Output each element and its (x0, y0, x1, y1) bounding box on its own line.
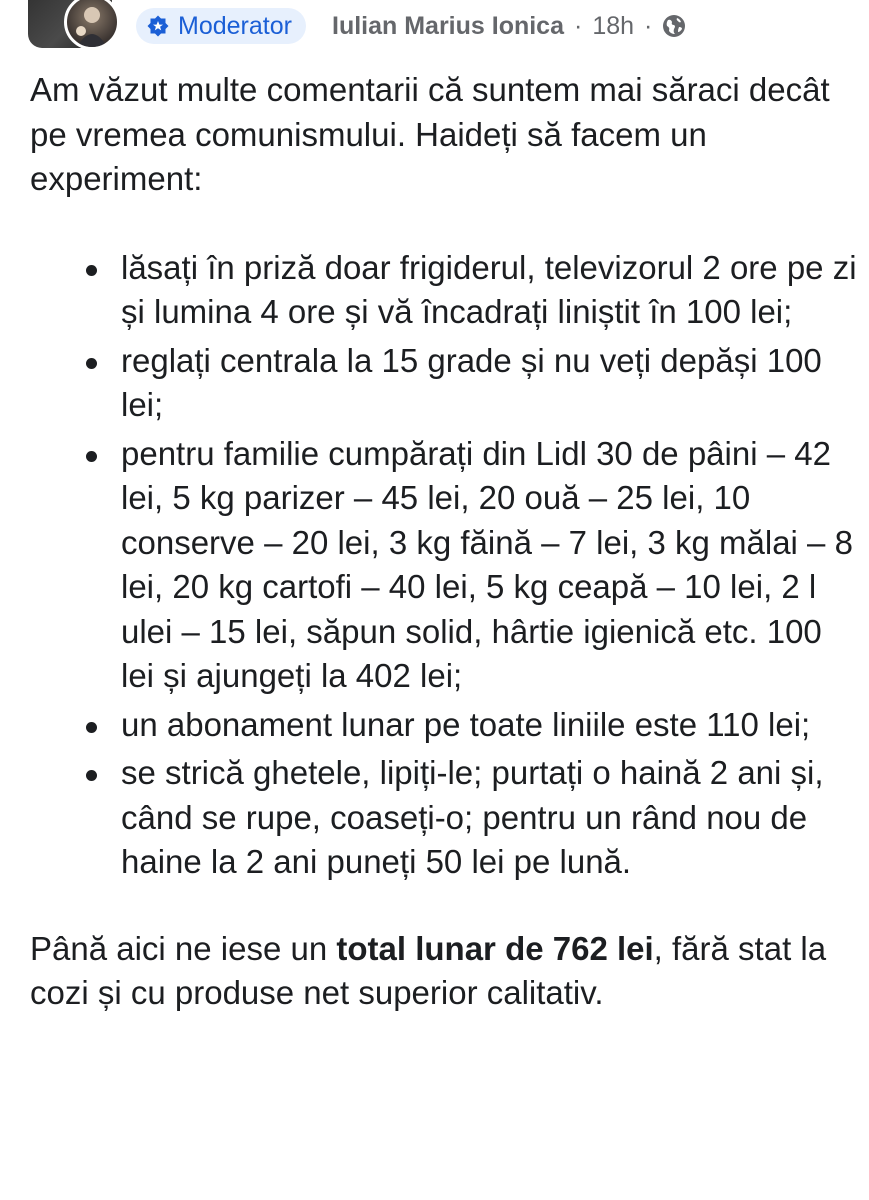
bullet-dot (86, 722, 97, 733)
post-header (0, 0, 869, 52)
globe-icon[interactable] (662, 14, 686, 38)
bullet-dot (86, 770, 97, 781)
bullet-list (30, 246, 860, 885)
meta-separator: · (574, 11, 583, 40)
moderator-shield-icon (146, 14, 170, 38)
list-item (30, 751, 860, 885)
list-item (30, 703, 860, 748)
post-intro: Am văzut multe comentarii că suntem mai săraci decât pe vremea comunismului. Haideți să facem un experiment: (30, 71, 830, 197)
post-conclusion (30, 927, 860, 1016)
moderator-badge[interactable] (136, 8, 306, 44)
post-meta (332, 8, 686, 44)
bullet-dot (86, 451, 97, 462)
meta-separator: · (644, 11, 653, 40)
badge-label: Moderator (178, 11, 292, 40)
list-item-text: lăsați în priză doar frigiderul, televizorul 2 ore pe zi și lumina 4 ore și vă încadrați liniștit în 100 lei; (121, 248, 857, 330)
list-item-text: se strică ghetele, lipiți-le; purtați o haină 2 ani și, când se rupe, coaseți-o; pentru un rând nou de haine la 2 ani puneți 50 lei pe lună. (121, 754, 824, 880)
conclusion-text-start: Până aici ne iese un (30, 929, 337, 967)
list-item-text: pentru familie cumpărați din Lidl 30 de pâini – 42 lei, 5 kg parizer – 45 lei, 20 ouă – 25 lei, 10 conserve – 20 lei, 3 kg făină – 7 lei, 3 kg mălai – 8 lei, 20 kg cartofi – 40 lei, 5 kg ceapă – 10 lei, 2 l ulei – 15 lei, săpun solid, hârtie igienică etc. 100 lei și ajungeți la 402 lei; (121, 434, 853, 694)
list-item-text: un abonament lunar pe toate liniile este 110 lei; (121, 705, 811, 743)
post-time[interactable]: 18h (592, 11, 635, 40)
user-avatar[interactable] (64, 0, 120, 50)
conclusion-text-end: , fără stat la cozi și cu produse net superior calitativ. (30, 929, 827, 1011)
list-item (30, 246, 860, 335)
author-name[interactable]: Iulian Marius Ionica (332, 11, 564, 40)
bullet-dot (86, 358, 97, 369)
list-item-text: reglați centrala la 15 grade și nu veți depăși 100 lei; (121, 341, 822, 423)
conclusion-total: total lunar de 762 lei (336, 929, 654, 967)
post-body (30, 68, 860, 1016)
bullet-dot (86, 265, 97, 276)
list-item (30, 432, 860, 699)
avatar-stack[interactable] (28, 0, 128, 48)
list-item (30, 339, 860, 428)
